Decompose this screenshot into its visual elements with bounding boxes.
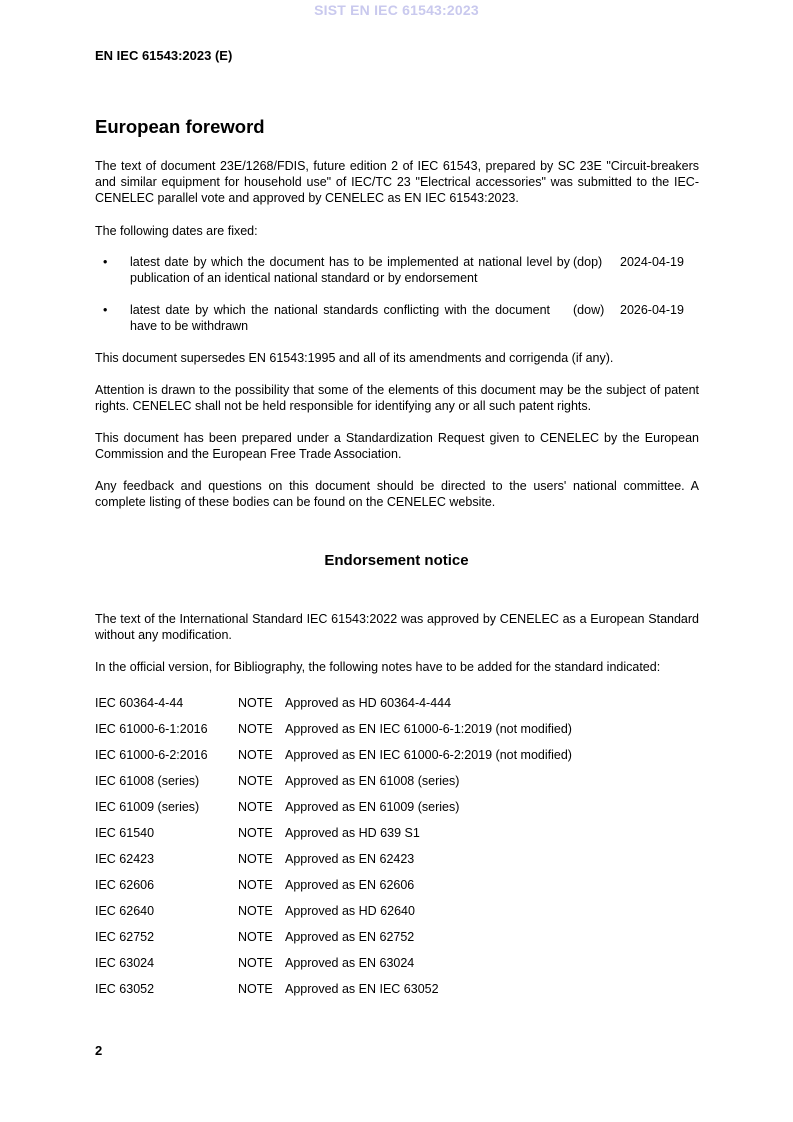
note-text: Approved as EN 61009 (series) [285, 800, 460, 814]
bibliography-intro: In the official version, for Bibliography, the following notes have to be added for the standard indicated: [95, 660, 661, 674]
note-standard: IEC 61008 (series) [95, 774, 200, 788]
note-standard: IEC 61009 (series) [95, 800, 200, 814]
note-standard: IEC 61000-6-1:2016 [95, 722, 208, 736]
note-standard: IEC 61540 [95, 826, 155, 840]
note-row [95, 799, 715, 825]
date-item-text: latest date by which the document has to be implemented at national level by publication of an identical national standard or by endorsement [130, 255, 570, 285]
note-row [95, 929, 715, 955]
page-number: 2 [95, 1043, 103, 1058]
note-standard: IEC 62752 [95, 930, 155, 944]
foreword-intro: The text of document 23E/1268/FDIS, future edition 2 of IEC 61543, prepared by SC 23E "Circuit-breakers and similar equipment for household use" of IEC/TC 23 "Electrical accessories" was submitted to the IEC-CENELEC parallel vote and approved by CENELEC as EN IEC 61543:2023. [95, 159, 699, 205]
note-standard: IEC 62423 [95, 852, 155, 866]
date-item-dop [95, 254, 699, 286]
note-label: NOTE [238, 982, 273, 996]
bibliography-notes [95, 695, 715, 1007]
note-row [95, 877, 715, 903]
note-row [95, 747, 715, 773]
note-text: Approved as EN IEC 61000-6-2:2019 (not modified) [285, 748, 572, 762]
note-label: NOTE [238, 852, 273, 866]
date-item-abbr: (dow) [573, 303, 605, 317]
note-label: NOTE [238, 774, 273, 788]
note-label: NOTE [238, 696, 273, 710]
note-text: Approved as EN 62752 [285, 930, 415, 944]
standardization-paragraph: This document has been prepared under a Standardization Request given to CENELEC by the European Commission and the European Free Trade Association. [95, 431, 699, 461]
note-row [95, 851, 715, 877]
note-label: NOTE [238, 904, 273, 918]
note-label: NOTE [238, 800, 273, 814]
note-text: Approved as EN 61008 (series) [285, 774, 460, 788]
note-text: Approved as EN IEC 63052 [285, 982, 439, 996]
note-label: NOTE [238, 826, 273, 840]
note-label: NOTE [238, 722, 273, 736]
note-standard: IEC 63052 [95, 982, 155, 996]
note-row [95, 721, 715, 747]
note-row [95, 903, 715, 929]
note-text: Approved as EN 63024 [285, 956, 415, 970]
note-row [95, 955, 715, 981]
note-standard: IEC 62606 [95, 878, 155, 892]
note-text: Approved as EN 62606 [285, 878, 415, 892]
dates-intro: The following dates are fixed: [95, 224, 258, 238]
endorsement-title [0, 552, 793, 569]
supersedes-paragraph: This document supersedes EN 61543:1995 and all of its amendments and corrigenda (if any). [95, 351, 614, 365]
note-standard: IEC 61000-6-2:2016 [95, 748, 208, 762]
feedback-paragraph: Any feedback and questions on this document should be directed to the users' national committee. A complete listing of these bodies can be found on the CENELEC website. [95, 479, 699, 509]
note-text: Approved as HD 60364-4-444 [285, 696, 452, 710]
note-label: NOTE [238, 748, 273, 762]
note-standard: IEC 63024 [95, 956, 155, 970]
note-standard: IEC 60364-4-44 [95, 696, 184, 710]
watermark: SIST EN IEC 61543:2023 [314, 2, 479, 18]
note-row [95, 825, 715, 851]
date-item-date: 2026-04-19 [620, 303, 684, 317]
note-row [95, 773, 715, 799]
bullet: • [103, 303, 108, 317]
note-standard: IEC 62640 [95, 904, 155, 918]
note-label: NOTE [238, 930, 273, 944]
date-item-date: 2024-04-19 [620, 255, 684, 269]
note-text: Approved as HD 639 S1 [285, 826, 420, 840]
foreword-title: European foreword [95, 116, 265, 137]
date-item-dow [95, 302, 699, 334]
date-item-text: latest date by which the national standards conflicting with the document have to be withdrawn [130, 303, 550, 333]
note-row [95, 695, 715, 721]
note-label: NOTE [238, 956, 273, 970]
note-text: Approved as EN IEC 61000-6-1:2019 (not modified) [285, 722, 572, 736]
endorsement-title-text: Endorsement notice [324, 552, 469, 569]
attention-paragraph: Attention is drawn to the possibility that some of the elements of this document may be the subject of patent rights. CENELEC shall not be held responsible for identifying any or all such patent rights. [95, 383, 699, 413]
endorsement-text: The text of the International Standard IEC 61543:2022 was approved by CENELEC as a European Standard without any modification. [95, 612, 699, 642]
note-row [95, 981, 715, 1007]
document-id: EN IEC 61543:2023 (E) [95, 48, 233, 63]
note-text: Approved as HD 62640 [285, 904, 415, 918]
bullet: • [103, 255, 108, 269]
date-item-abbr: (dop) [573, 255, 603, 269]
note-label: NOTE [238, 878, 273, 892]
note-text: Approved as EN 62423 [285, 852, 415, 866]
